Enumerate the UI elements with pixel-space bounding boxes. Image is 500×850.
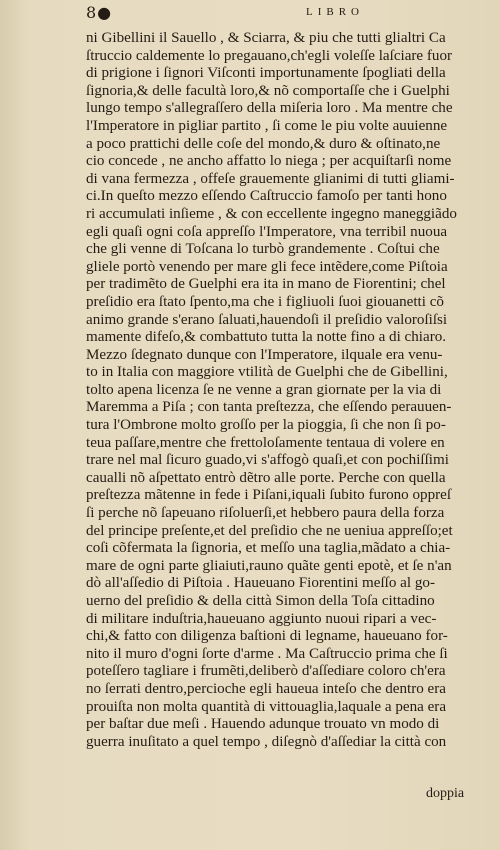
text-line: lungo tempo s'allegraſſero della miſeria loro . Ma mentre che (86, 100, 453, 117)
text-line: mare de ogni parte gliaiuti,rauno quãte genti epotè, et ſe n'an (86, 557, 452, 574)
text-line: Maremma a Piſa ; con tanta preſtezza, che eſſendo perauuen- (86, 399, 452, 416)
text-line: ni Gibellini il Sauello , & Sciarra, & piu che tutti glialtri Ca (86, 30, 446, 46)
text-line: caualli nõ aſpettato entrò dẽtro alle porte. Perche con quella (86, 469, 446, 486)
text-line: ſtruccio caldemente lo pregauano,ch'egli voleſſe laſciare fuor (86, 47, 453, 64)
text-line: teua paſſare,mentre che frettoloſamente tentaua di volere en (86, 434, 445, 451)
text-line: prouiſta non molta quantità di vittouaglia,laquale a pena era (86, 698, 447, 715)
text-line: per baſtar due meſi . Hauendo adunque trouato vn modo di (86, 716, 440, 733)
text-line: gliele portò venendo per mare gli fece intẽdere,come Piſtoia (86, 258, 448, 275)
text-line: mamente difeſo,& combattuto tutta la notte fino a di chiaro. (86, 329, 447, 346)
text-line: no ſerrati dentro,percioche egli haueua inteſo che dentro era (86, 680, 446, 697)
text-line: guerra inuſitato a quel tempo , diſegnò d'aſſediar la città con (86, 733, 447, 750)
text-line: chi,& fatto con diligenza baſtioni di legname, haueuano for- (86, 628, 448, 645)
text-line: del principe preſente,et del preſidio che ne ueniua appreſſo;et (86, 522, 453, 539)
text-line: per tradimẽto de Guelphi era ita in mano de Fiorentini; chel (86, 276, 446, 293)
text-line: coſi cõfermata la ſignoria, et meſſo una taglia,mãdato a chia- (86, 540, 451, 557)
text-line: di militare induſtria,haueuano aggiunto nuoui ripari a vec- (86, 610, 437, 627)
text-line: preſtezza mãtenne in fede i Piſani,iquali ſubito furono oppreſ (86, 487, 452, 504)
text-line: ſi perche nõ ſapeuano riſoluerſi,et hebbero paura della forza (86, 505, 445, 522)
text-line: a poco prattichi delle coſe del mondo,& duro & oſtinato,ne (86, 135, 441, 152)
text-line: nito il muro d'ogni ſorte d'arme . Ma Caſtruccio prima che ſi (86, 645, 448, 662)
text-line: di prigione i ſignori Viſconti importunamente ſpogliati della (86, 65, 446, 82)
text-line: che gli venne di Toſcana lo turbò grandemente . Coſtui che (86, 241, 440, 258)
body-text (86, 30, 488, 751)
text-line: ri accumulati inſieme , & con eccellente ingegno maneggiãdo (86, 205, 457, 222)
page-header (0, 0, 500, 22)
text-line: to in Italia con maggiore vtilità de Guelphi che de Gibellini, (86, 364, 448, 381)
text-line: tolto apena licenza ſe ne venne a gran giornate per la via di (86, 381, 442, 398)
text-line: Mezzo ſdegnato dunque con l'Imperatore, ilquale era venu- (86, 346, 443, 363)
text-line: ſignoria,& delle facultà loro,& nõ comportaſſe che i Guelphi (86, 82, 450, 99)
page-number: 8● (86, 3, 113, 22)
text-line: l'Imperatore in pigliar partito , ſi come le piu volte auuienne (86, 117, 448, 134)
catchword: doppia (426, 786, 465, 801)
text-line: trare nel mal ſicuro guado,vi s'affogò quaſi,et con pochiſſimi (86, 452, 449, 469)
running-head: LIBRO (306, 6, 364, 18)
text-line: poteſſero tagliare i frumẽti,deliberò d'aſſediare coloro ch'era (86, 663, 446, 680)
text-line: ci.In queſto mezzo eſſendo Caſtruccio famoſo per tanti hono (86, 188, 447, 205)
text-line: di vana fermezza , offeſe grauemente glianimi di tutti gliami- (86, 170, 455, 187)
text-line: cio concede , ne ancho affatto lo niega ; per acquiſtarſi nome (86, 153, 452, 170)
text-line: egli quaſi ogni coſa appreſſo l'Imperatore, vna terribil nuoua (86, 223, 448, 240)
text-line: dò all'aſſedio di Piſtoia . Haueuano Fiorentini meſſo al go- (86, 575, 435, 592)
text-line: uerno del preſidio & della città Simon della Toſa cittadino (86, 593, 435, 609)
text-line: animo grande s'erano ſaluati,hauendoſi il preſidio valoroſiſsi (86, 311, 448, 328)
text-line: tura l'Ombrone molto groſſo per la pioggia, ſi che non ſi po- (86, 417, 446, 434)
text-line: preſidio era ſtato ſpento,ma che i figliuoli ſuoi giouanetti cõ (86, 293, 444, 310)
